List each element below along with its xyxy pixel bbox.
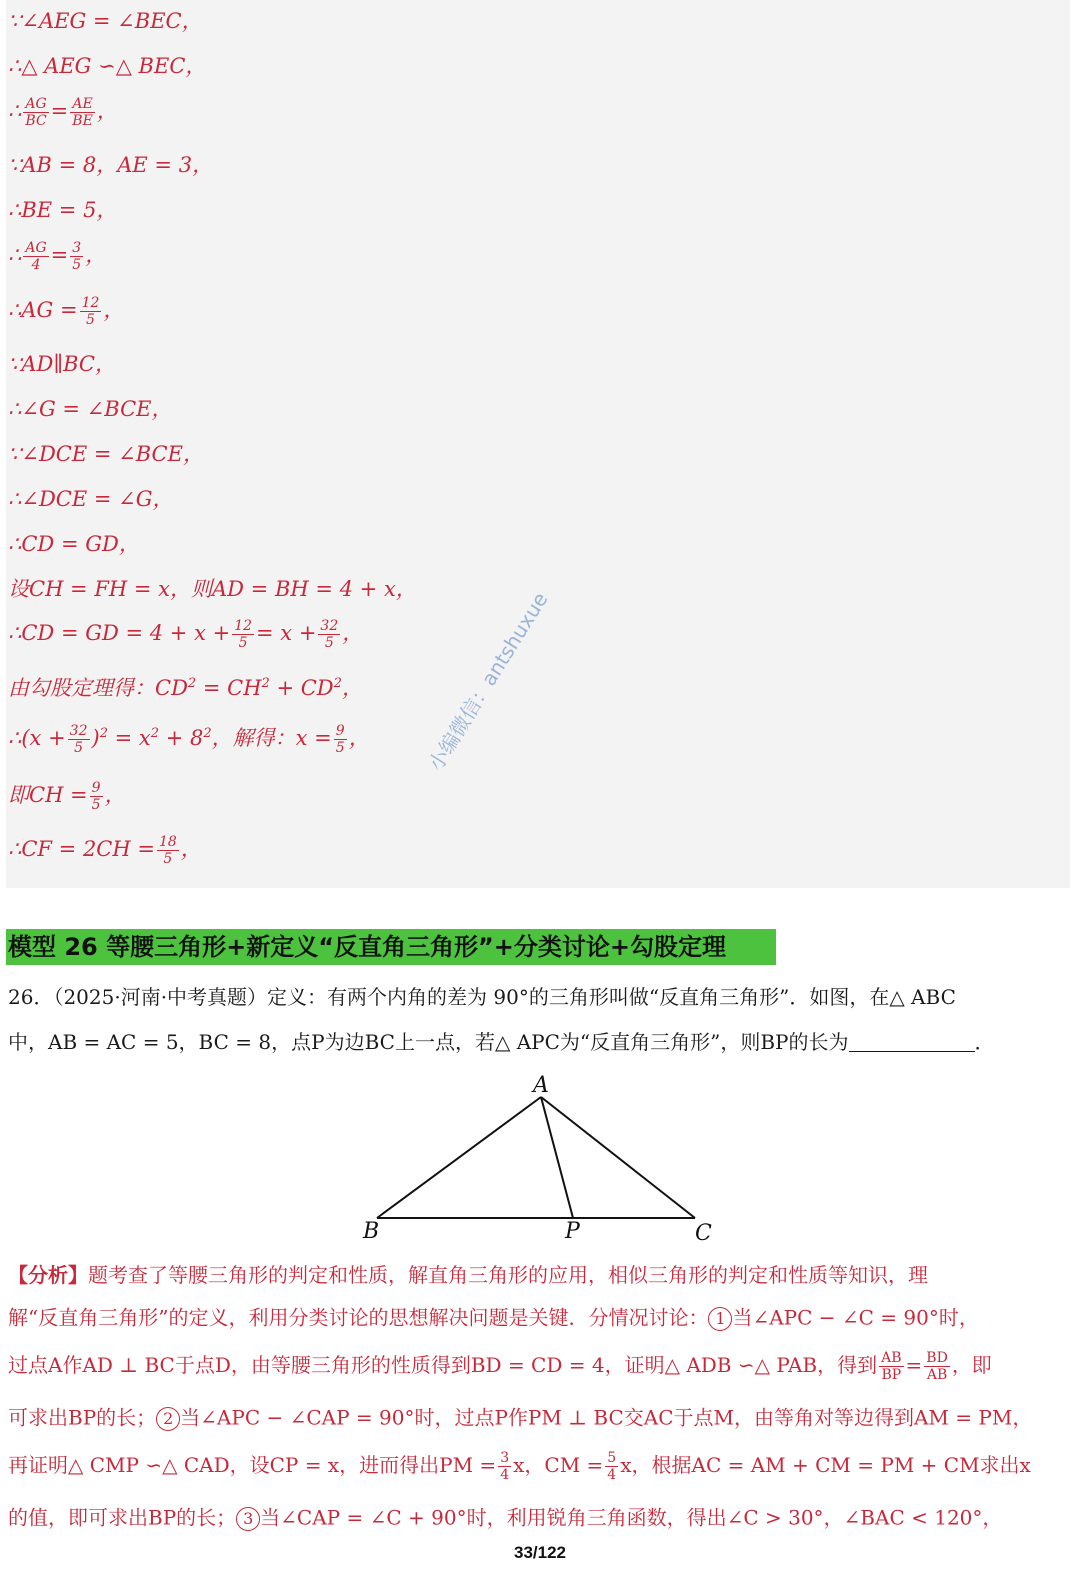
label-p: P	[565, 1219, 580, 1244]
step-17	[8, 781, 126, 812]
problem-line-1: 26．（2025·河南·中考真题）定义：有两个内角的差为 90°的三角形叫做“反直角三角形”．如图，在△ ABC	[8, 985, 956, 1009]
step-12: ∴CD = GD，	[8, 532, 140, 556]
denominator: 4	[31, 257, 41, 273]
denominator: 5	[238, 635, 248, 651]
numerator: AE	[70, 97, 95, 113]
analysis-text: 再证明△ CMP ∽△ CAD，设CP = x，进而得出PM =	[8, 1453, 497, 1477]
suffix: ，	[348, 726, 370, 750]
numerator: AG	[25, 240, 47, 256]
label-a: A	[533, 1073, 549, 1098]
step-6	[8, 241, 106, 272]
numerator: 32	[320, 618, 339, 634]
exponent: 2	[261, 676, 270, 691]
denominator: 5	[335, 740, 345, 756]
step-10: ∵∠DCE = ∠BCE，	[8, 442, 204, 466]
triangle-figure	[355, 1068, 735, 1248]
close-paren: )	[91, 726, 100, 750]
suffix: ，	[104, 783, 126, 807]
side-ac	[541, 1097, 695, 1218]
numerator: 3	[72, 240, 82, 256]
step-16	[8, 724, 370, 755]
numerator: BD	[926, 1350, 948, 1366]
analysis-text: 可求出BP的长；	[8, 1405, 157, 1430]
analysis-text: x，根据AC = AM + CM = PM + CM求出x	[620, 1453, 1031, 1477]
denominator: 5	[86, 312, 95, 328]
denominator: BC	[25, 113, 47, 129]
model-title: 模型 26 等腰三角形+新定义“反直角三角形”+分类讨论+勾股定理	[6, 929, 776, 965]
step-3-prefix: ∴	[8, 99, 22, 123]
fraction-3-4	[498, 1451, 511, 1482]
analysis-text: 过点A作AD ⊥ BC于点D，由等腰三角形的性质得到BD = CD = 4，证明△ ADB ∽△ PAB，得到	[8, 1353, 878, 1377]
fraction-32-5	[318, 619, 340, 650]
equals: =	[50, 99, 69, 123]
step-7	[8, 296, 124, 327]
denominator: 5	[324, 635, 334, 651]
analysis-text: x，CM =	[513, 1453, 604, 1477]
fraction-9-5	[90, 781, 103, 812]
watermark: 小编微信：antshuxue	[423, 587, 553, 775]
fraction-18-5	[157, 835, 179, 866]
label-b: B	[363, 1219, 380, 1244]
label-c: C	[695, 1221, 712, 1246]
step-16-prefix: ∴(x +	[8, 726, 66, 750]
solve-text: ，解得：x =	[211, 726, 332, 750]
fraction-bd-ab	[924, 1351, 950, 1382]
suffix: ，	[103, 298, 125, 322]
analysis-text: 当∠APC − ∠CAP = 90°时，过点P作PM ⊥ BC交AC于点M，由等角对等边得到AM = PM，	[180, 1405, 1033, 1430]
step-14	[8, 619, 363, 650]
analysis-line-1	[8, 1265, 928, 1285]
step-5: ∴BE = 5，	[8, 198, 118, 222]
fraction-5-4	[605, 1451, 618, 1482]
step-6-prefix: ∴	[8, 243, 22, 267]
denominator: 5	[72, 257, 82, 273]
analysis-text: 当∠APC − ∠C = 90°时，	[732, 1305, 979, 1330]
exponent: 2	[187, 676, 197, 691]
step-8: ∵AD∥BC，	[8, 352, 116, 376]
analysis-line-2	[8, 1307, 979, 1331]
step-18	[8, 835, 202, 866]
denominator: 4	[607, 1467, 617, 1483]
middle: = CH	[196, 676, 262, 700]
step-1: ∵∠AEG = ∠BEC，	[8, 9, 203, 33]
step-3	[8, 97, 118, 128]
step-9: ∴∠G = ∠BCE，	[8, 397, 173, 421]
step-14-prefix: ∴CD = GD = 4 + x +	[8, 621, 231, 645]
analysis-text: 解“反直角三角形”的定义，利用分类讨论的思想解决问题是关键．分情况讨论：	[8, 1305, 709, 1330]
middle: + CD	[269, 676, 334, 700]
equals: =	[905, 1353, 923, 1377]
suffix: ，	[341, 676, 363, 700]
fraction-12-5	[232, 619, 254, 650]
fraction-9-5	[334, 724, 347, 755]
step-2: ∴△ AEG ∽△ BEC，	[8, 54, 207, 78]
fraction-12-5	[80, 296, 102, 327]
fraction-ab-bp	[879, 1351, 903, 1382]
step-18-prefix: ∴CF = 2CH =	[8, 837, 155, 861]
middle: = x +	[256, 621, 317, 645]
exponent: 2	[99, 726, 108, 741]
step-13: 设CH = FH = x，则AD = BH = 4 + x，	[8, 577, 417, 601]
fraction-3-5	[70, 241, 83, 272]
step-15-prefix: 由勾股定理得：CD	[8, 676, 188, 700]
answer-blank[interactable]	[849, 1031, 975, 1052]
side-ab	[377, 1097, 541, 1218]
analysis-text: 当∠CAP = ∠C + 90°时，利用锐角三角函数，得出∠C > 30°，∠BAC < 120°，	[260, 1505, 1003, 1530]
denominator: 5	[163, 851, 173, 867]
circled-number-2: 2	[156, 1407, 180, 1431]
analysis-line-3	[8, 1351, 992, 1382]
circled-number-3: 3	[236, 1507, 260, 1531]
exponent: 2	[203, 726, 212, 741]
numerator: AG	[25, 96, 47, 112]
fraction-32-5	[68, 724, 90, 755]
analysis-tag: 【分析】	[8, 1263, 88, 1287]
middle: + 8	[159, 726, 204, 750]
numerator: 18	[158, 834, 177, 850]
suffix: ，	[180, 837, 202, 861]
problem-line-2	[8, 1031, 995, 1052]
fraction-ag-bc	[23, 97, 48, 128]
analysis-text: ，即	[951, 1353, 992, 1377]
denominator: 5	[74, 740, 84, 756]
analysis-text: 的值，即可求出BP的长；	[8, 1505, 237, 1530]
fraction-ag-4	[23, 241, 48, 272]
analysis-line-4	[8, 1407, 1032, 1431]
analysis-line-5	[8, 1451, 1031, 1482]
exponent: 2	[150, 726, 160, 741]
step-15	[8, 677, 363, 699]
numerator: 32	[69, 723, 88, 739]
page-number: 33/122	[514, 1543, 566, 1562]
denominator: AB	[926, 1367, 948, 1383]
problem-text: 中，AB = AC = 5，BC = 8，点P为边BC上一点，若△ APC为“反直角三角形”，则BP的长为	[8, 1030, 849, 1054]
numerator: 9	[335, 723, 345, 739]
problem-end: ．	[974, 1030, 995, 1054]
fraction-ae-be	[70, 97, 95, 128]
step-11: ∴∠DCE = ∠G，	[8, 487, 174, 511]
numerator: 12	[81, 295, 100, 311]
equals: =	[50, 243, 69, 267]
circled-number-1: 1	[708, 1307, 732, 1331]
suffix: ，	[85, 243, 107, 267]
numerator: 9	[91, 780, 101, 796]
suffix: ，	[342, 621, 364, 645]
exponent: 2	[333, 676, 342, 691]
suffix: ，	[96, 99, 118, 123]
step-4: ∵AB = 8，AE = 3，	[8, 153, 214, 177]
denominator: BP	[881, 1367, 902, 1383]
step-7-prefix: ∴AG =	[8, 298, 78, 322]
numerator: 3	[500, 1450, 510, 1466]
numerator: AB	[881, 1350, 902, 1366]
denominator: 4	[500, 1467, 510, 1483]
denominator: BE	[72, 113, 93, 129]
numerator: 12	[234, 618, 253, 634]
middle: = x	[107, 726, 151, 750]
step-17-prefix: 即CH =	[8, 783, 88, 807]
analysis-text: 题考查了等腰三角形的判定和性质，解直角三角形的应用，相似三角形的判定和性质等知识，理	[88, 1263, 928, 1287]
numerator: 5	[607, 1450, 617, 1466]
denominator: 5	[91, 797, 101, 813]
analysis-line-6	[8, 1507, 1002, 1531]
segment-ap	[541, 1097, 573, 1218]
